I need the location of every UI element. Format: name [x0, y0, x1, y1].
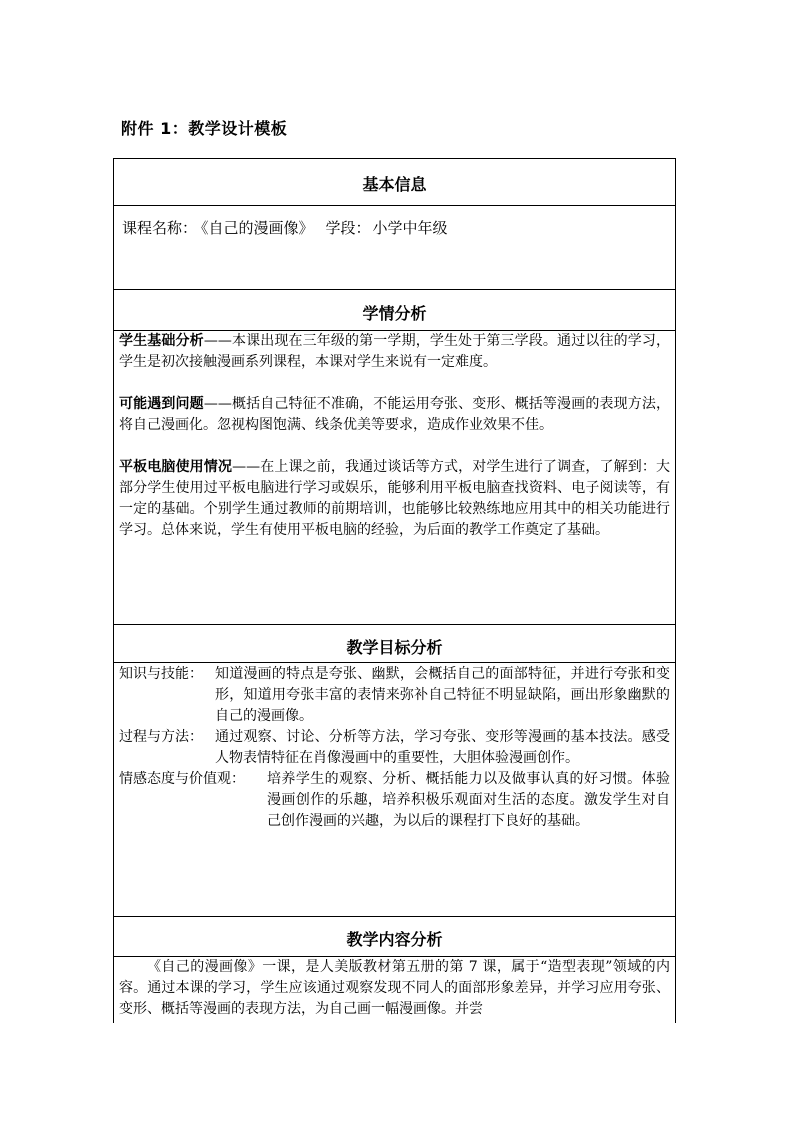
goal-item	[119, 727, 670, 769]
stage-value: 小学中年级	[372, 219, 448, 237]
analysis-paragraph	[119, 331, 670, 373]
stage-label: 学段：	[325, 219, 371, 237]
divider	[113, 662, 676, 663]
course-name-label: 课程名称：	[122, 219, 198, 237]
divider	[113, 205, 676, 206]
divider	[113, 916, 676, 917]
analysis-paragraph	[119, 394, 670, 436]
goal-label: 知识与技能：	[119, 666, 203, 682]
analysis-title: 可能遇到问题	[119, 396, 204, 412]
analysis-title: 平板电脑使用情况	[119, 459, 233, 475]
divider	[113, 289, 676, 290]
analysis-title: 学生基础分析	[119, 333, 204, 349]
divider	[113, 624, 676, 625]
goal-text: 通过观察、讨论、分析等方法，学习夸张、变形等漫画的基本技法。感受人物表情特征在肖像漫画中的重要性，大胆体验漫画创作。	[215, 729, 670, 766]
course-info-row	[122, 217, 460, 238]
goal-text: 培养学生的观察、分析、概括能力以及做事认真的好习惯。体验漫画创作的乐趣，培养积极乐观面对生活的态度。激发学生对自己创作漫画的兴趣，为以后的课程打下良好的基础。	[267, 771, 670, 829]
goal-item	[119, 769, 670, 832]
analysis-text: ——在上课之前，我通过谈话等方式，对学生进行了调查，了解到：大部分学生使用过平板电脑进行学习或娱乐，能够利用平板电脑查找资料、电子阅读等，有一定的基础。个别学生通过教师的前期培训，也能够比较熟练地应用其中的相关功能进行学习。总体来说，学生有使用平板电脑的经验，为后面的教学工作奠定了基础。	[119, 459, 671, 538]
goal-label: 情感态度与价值观：	[119, 771, 245, 787]
goal-text: 知道漫画的特点是夸张、幽默，会概括自己的面部特征，并进行夸张和变形，知道用夸张丰富的表情来弥补自己特征不明显缺陷，画出形象幽默的自己的漫画像。	[215, 666, 670, 724]
course-name-value: 《自己的漫画像》	[201, 219, 314, 237]
section-header-content-analysis: 教学内容分析	[346, 930, 443, 949]
analysis-text: ——本课出现在三年级的第一学期，学生处于第三学段。通过以往的学习，学生是初次接触漫画系列课程，本课对学生来说有一定难度。	[119, 333, 670, 370]
section-header-student-analysis: 学情分析	[362, 304, 427, 323]
table-frame	[113, 158, 676, 1023]
analysis-paragraph	[119, 457, 670, 541]
section-header-goal-analysis: 教学目标分析	[346, 638, 443, 657]
content-analysis-body	[119, 957, 670, 1020]
analysis-text: ——概括自己特征不准确，不能运用夸张、变形、概括等漫画的表现方法，将自己漫画化。忽视构图饱满、线条优美等要求，造成作业效果不佳。	[119, 396, 670, 433]
document-title: 附件 1：教学设计模板	[121, 119, 288, 138]
section-header-basic-info: 基本信息	[362, 175, 427, 194]
student-analysis-body	[119, 331, 670, 541]
goal-item	[119, 664, 670, 727]
design-table	[113, 158, 676, 1023]
goal-label: 过程与方法：	[119, 729, 203, 745]
goal-analysis-body	[119, 664, 670, 832]
content-paragraph: 《自己的漫画像》一课，是人美版教材第五册的第 7 课，属于“造型表现”领域的内容。通过本课的学习，学生应该通过观察发现不同人的面部形象差异，并学习应用夸张、变形、概括等漫画的表现方法，为自己画一幅漫画像。并尝	[119, 959, 670, 1017]
